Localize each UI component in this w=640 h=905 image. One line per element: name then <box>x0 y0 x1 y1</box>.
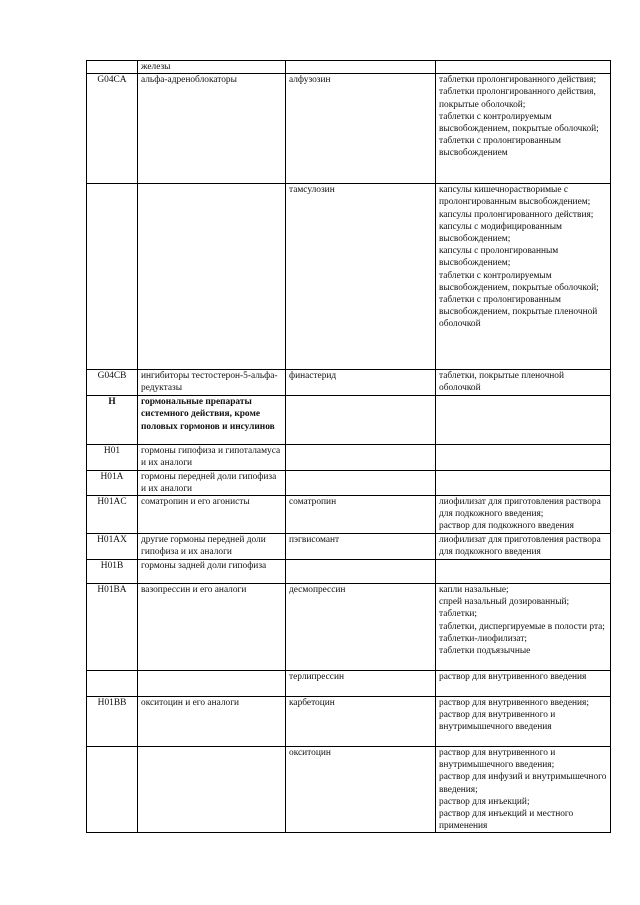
atc-code-cell: H01B <box>87 560 138 584</box>
group-cell: окситоцин и его аналоги <box>138 697 286 747</box>
group-cell: гормоны передней доли гипофиза и их аналоги <box>138 470 286 495</box>
table-row <box>87 697 611 747</box>
table-row <box>87 534 611 560</box>
table-row <box>87 584 611 671</box>
group-cell: гормональные препараты системного действия, кроме половых гормонов и инсулинов <box>138 396 286 445</box>
forms-cell: раствор для внутривенного введения <box>436 671 611 697</box>
atc-code-cell <box>87 671 138 697</box>
forms-cell: раствор для внутривенного и внутримышечного введения; раствор для инфузий и внутримышечного введения; раствор для инъекций; раствор для инъекций и местного применения <box>436 747 611 833</box>
forms-cell <box>436 445 611 470</box>
atc-code-cell: H01BA <box>87 584 138 671</box>
forms-cell: таблетки пролонгированного действия; таблетки пролонгированного действия, покрытые оболочкой; таблетки с контролируемым высвобождением, покрытые оболочкой; таблетки с пролонгированным высвобождением <box>436 74 611 184</box>
atc-code-cell: H <box>87 396 138 445</box>
atc-code-cell <box>87 747 138 833</box>
table-row <box>87 671 611 697</box>
group-cell: гормоны задней доли гипофиза <box>138 560 286 584</box>
atc-code-cell: H01AX <box>87 534 138 560</box>
substance-cell: терлипрессин <box>286 671 436 697</box>
group-cell: железы <box>138 61 286 74</box>
group-cell: другие гормоны передней доли гипофиза и их аналоги <box>138 534 286 560</box>
table-row <box>87 496 611 534</box>
drug-list-table <box>86 60 611 833</box>
substance-cell: десмопрессин <box>286 584 436 671</box>
forms-cell <box>436 470 611 495</box>
atc-code-cell <box>87 184 138 370</box>
atc-code-cell: G04CA <box>87 74 138 184</box>
table-row <box>87 470 611 495</box>
substance-cell: алфузозин <box>286 74 436 184</box>
table-row <box>87 184 611 370</box>
substance-cell <box>286 470 436 495</box>
substance-cell <box>286 396 436 445</box>
group-cell: соматропин и его агонисты <box>138 496 286 534</box>
substance-cell: соматропин <box>286 496 436 534</box>
group-cell: гормоны гипофиза и гипоталамуса и их аналоги <box>138 445 286 470</box>
substance-cell <box>286 445 436 470</box>
substance-cell: тамсулозин <box>286 184 436 370</box>
group-cell <box>138 747 286 833</box>
table-row <box>87 370 611 396</box>
group-cell: альфа-адреноблокаторы <box>138 74 286 184</box>
forms-cell: капсулы кишечнорастворимые с пролонгированным высвобождением; капсулы пролонгированного действия; капсулы с модифицированным высвобождением; капсулы с пролонгированным высвобождением; таблетки с контролируемым высвобождением, покрытые оболочкой; таблетки с пролонгированным высвобождением, покрытые пленочной оболочкой <box>436 184 611 370</box>
atc-code-cell: H01 <box>87 445 138 470</box>
forms-cell: раствор для внутривенного введения; раствор для внутривенного и внутримышечного введения <box>436 697 611 747</box>
substance-cell <box>286 61 436 74</box>
table-row <box>87 445 611 470</box>
table-row <box>87 747 611 833</box>
substance-cell: пэгвисомант <box>286 534 436 560</box>
forms-cell: лиофилизат для приготовления раствора для подкожного введения <box>436 534 611 560</box>
atc-code-cell: G04CB <box>87 370 138 396</box>
group-cell: ингибиторы тестостерон-5-альфа-редуктазы <box>138 370 286 396</box>
atc-code-cell <box>87 61 138 74</box>
substance-cell: финастерид <box>286 370 436 396</box>
group-cell <box>138 184 286 370</box>
drug-list-body <box>87 61 611 833</box>
group-cell <box>138 671 286 697</box>
table-row <box>87 396 611 445</box>
substance-cell: окситоцин <box>286 747 436 833</box>
atc-code-cell: H01A <box>87 470 138 495</box>
table-row <box>87 61 611 74</box>
substance-cell: карбетоцин <box>286 697 436 747</box>
forms-cell <box>436 560 611 584</box>
substance-cell <box>286 560 436 584</box>
atc-code-cell: H01BB <box>87 697 138 747</box>
forms-cell: капли назальные; спрей назальный дозированный; таблетки; таблетки, диспергируемые в полости рта; таблетки-лиофилизат; таблетки подъязычные <box>436 584 611 671</box>
forms-cell: таблетки, покрытые пленочной оболочкой <box>436 370 611 396</box>
forms-cell <box>436 396 611 445</box>
atc-code-cell: H01AC <box>87 496 138 534</box>
forms-cell: лиофилизат для приготовления раствора для подкожного введения; раствор для подкожного введения <box>436 496 611 534</box>
table-row <box>87 74 611 184</box>
table-row <box>87 560 611 584</box>
forms-cell <box>436 61 611 74</box>
group-cell: вазопрессин и его аналоги <box>138 584 286 671</box>
